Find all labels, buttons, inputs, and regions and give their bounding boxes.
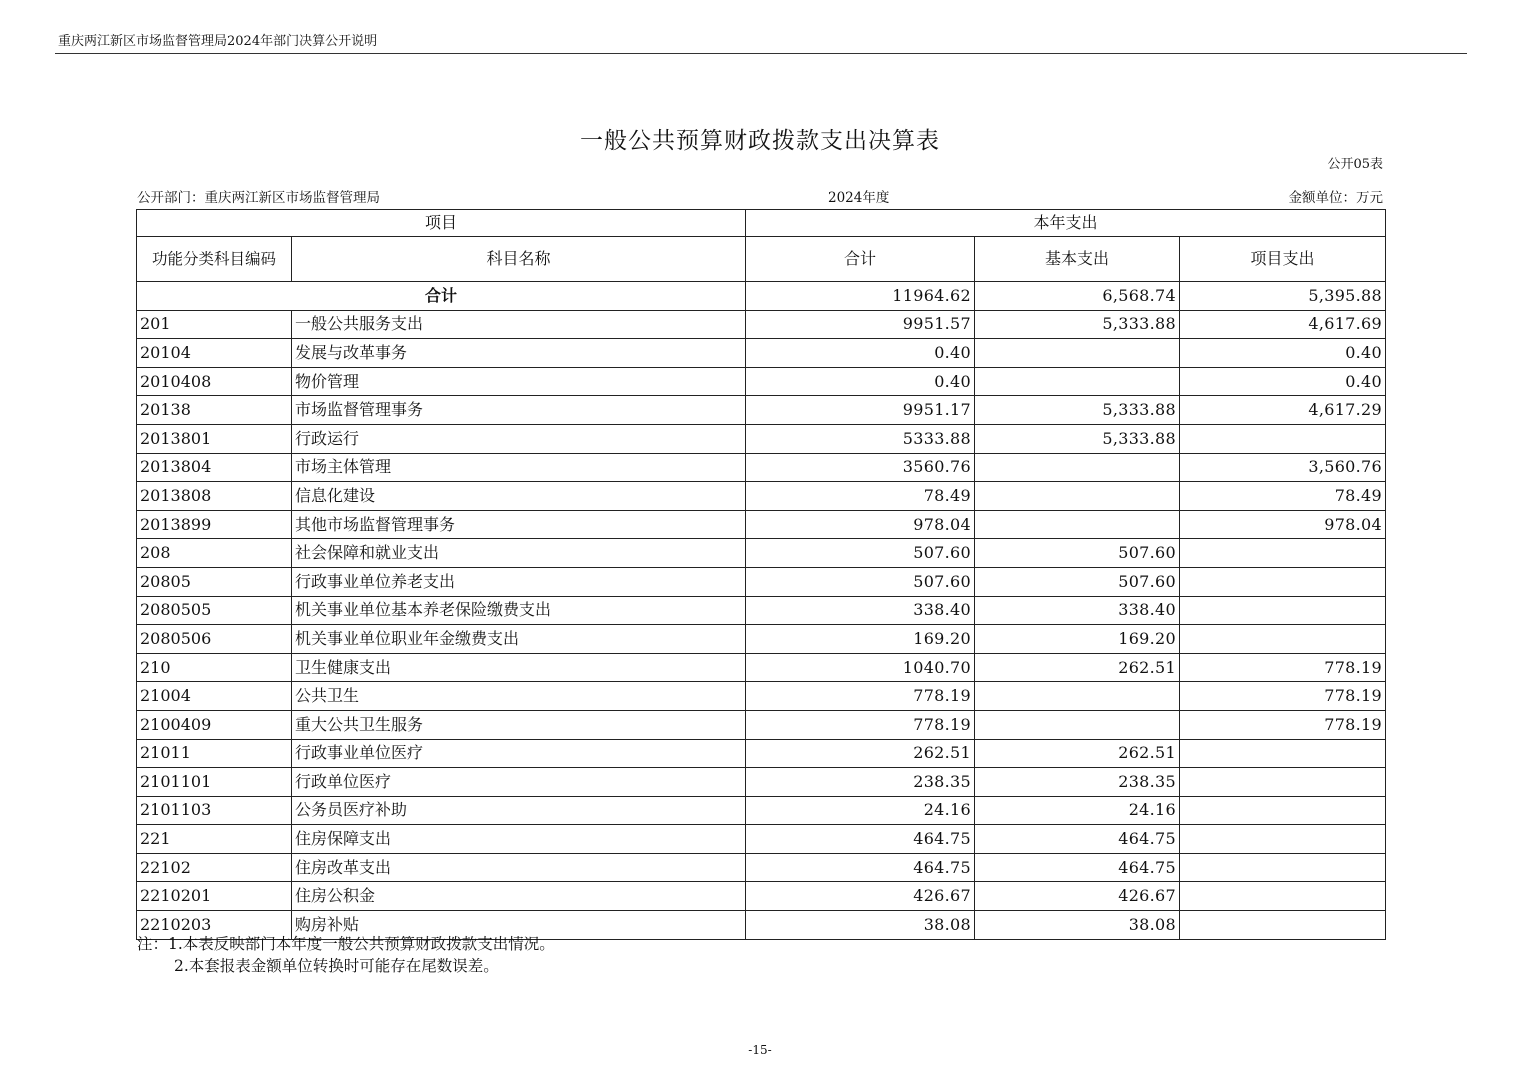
row-name: 公务员医疗补助 — [292, 796, 746, 825]
total-project: 5,395.88 — [1180, 282, 1386, 311]
row-project — [1180, 911, 1386, 940]
row-total: 24.16 — [746, 796, 975, 825]
table-row — [137, 825, 1386, 854]
row-project — [1180, 596, 1386, 625]
row-project: 778.19 — [1180, 710, 1386, 739]
row-project: 0.40 — [1180, 367, 1386, 396]
row-code: 2080505 — [137, 596, 292, 625]
row-name: 信息化建设 — [292, 482, 746, 511]
row-code: 2013801 — [137, 424, 292, 453]
row-total: 78.49 — [746, 482, 975, 511]
header-row-2 — [137, 237, 1386, 282]
row-name: 行政单位医疗 — [292, 768, 746, 797]
row-total: 426.67 — [746, 882, 975, 911]
row-name: 市场监督管理事务 — [292, 396, 746, 425]
header-code: 功能分类科目编码 — [137, 237, 292, 282]
row-basic: 262.51 — [975, 653, 1180, 682]
row-total: 0.40 — [746, 339, 975, 368]
row-project — [1180, 882, 1386, 911]
row-code: 2101101 — [137, 768, 292, 797]
row-name: 行政事业单位医疗 — [292, 739, 746, 768]
row-total: 1040.70 — [746, 653, 975, 682]
row-project — [1180, 539, 1386, 568]
row-basic: 5,333.88 — [975, 424, 1180, 453]
row-total: 262.51 — [746, 739, 975, 768]
expenditure-table — [136, 209, 1386, 940]
row-code: 2013804 — [137, 453, 292, 482]
table-row — [137, 596, 1386, 625]
table-row — [137, 339, 1386, 368]
row-basic: 464.75 — [975, 853, 1180, 882]
row-basic — [975, 482, 1180, 511]
table-row — [137, 768, 1386, 797]
row-code: 2100409 — [137, 710, 292, 739]
row-name: 卫生健康支出 — [292, 653, 746, 682]
amount-unit-label: 金额单位：万元 — [1288, 190, 1383, 206]
table-row — [137, 796, 1386, 825]
row-name: 购房补贴 — [292, 911, 746, 940]
row-project: 0.40 — [1180, 339, 1386, 368]
table-row — [137, 453, 1386, 482]
table-row — [137, 882, 1386, 911]
row-name: 其他市场监督管理事务 — [292, 510, 746, 539]
row-basic: 38.08 — [975, 911, 1180, 940]
department-label: 公开部门：重庆两江新区市场监督管理局 — [137, 190, 380, 206]
row-code: 210 — [137, 653, 292, 682]
row-name: 行政运行 — [292, 424, 746, 453]
row-total: 38.08 — [746, 911, 975, 940]
row-code: 2013808 — [137, 482, 292, 511]
row-basic: 238.35 — [975, 768, 1180, 797]
total-basic: 6,568.74 — [975, 282, 1180, 311]
table-row — [137, 510, 1386, 539]
table-row — [137, 567, 1386, 596]
row-project — [1180, 424, 1386, 453]
row-total: 778.19 — [746, 710, 975, 739]
header-current-year: 本年支出 — [746, 210, 1386, 237]
table-row — [137, 625, 1386, 654]
row-basic: 426.67 — [975, 882, 1180, 911]
header-project: 项目 — [137, 210, 746, 237]
row-basic: 169.20 — [975, 625, 1180, 654]
row-basic: 24.16 — [975, 796, 1180, 825]
row-basic: 507.60 — [975, 567, 1180, 596]
table-row — [137, 396, 1386, 425]
row-code: 20104 — [137, 339, 292, 368]
row-name: 发展与改革事务 — [292, 339, 746, 368]
header-project-expense: 项目支出 — [1180, 237, 1386, 282]
row-code: 22102 — [137, 853, 292, 882]
row-name: 机关事业单位基本养老保险缴费支出 — [292, 596, 746, 625]
row-total: 238.35 — [746, 768, 975, 797]
row-basic: 5,333.88 — [975, 396, 1180, 425]
row-total: 978.04 — [746, 510, 975, 539]
row-name: 物价管理 — [292, 367, 746, 396]
row-name: 重大公共卫生服务 — [292, 710, 746, 739]
row-total: 778.19 — [746, 682, 975, 711]
table-row — [137, 424, 1386, 453]
row-project — [1180, 768, 1386, 797]
row-code: 2101103 — [137, 796, 292, 825]
row-basic — [975, 682, 1180, 711]
row-total: 3560.76 — [746, 453, 975, 482]
row-code: 201 — [137, 310, 292, 339]
row-code: 2210201 — [137, 882, 292, 911]
row-total: 464.75 — [746, 853, 975, 882]
table-row — [137, 710, 1386, 739]
row-code: 20138 — [137, 396, 292, 425]
row-code: 221 — [137, 825, 292, 854]
row-total: 169.20 — [746, 625, 975, 654]
row-project — [1180, 825, 1386, 854]
row-total: 5333.88 — [746, 424, 975, 453]
row-basic: 338.40 — [975, 596, 1180, 625]
row-basic — [975, 453, 1180, 482]
table-row — [137, 539, 1386, 568]
row-project: 78.49 — [1180, 482, 1386, 511]
row-project: 778.19 — [1180, 653, 1386, 682]
row-code: 2010408 — [137, 367, 292, 396]
row-name: 机关事业单位职业年金缴费支出 — [292, 625, 746, 654]
row-project — [1180, 625, 1386, 654]
row-total: 507.60 — [746, 567, 975, 596]
table-number: 公开05表 — [1327, 157, 1383, 172]
row-basic — [975, 367, 1180, 396]
total-amount: 11964.62 — [746, 282, 975, 311]
row-project — [1180, 796, 1386, 825]
table-row — [137, 682, 1386, 711]
row-project — [1180, 567, 1386, 596]
table-row — [137, 310, 1386, 339]
row-basic: 5,333.88 — [975, 310, 1180, 339]
row-total: 9951.17 — [746, 396, 975, 425]
row-basic: 464.75 — [975, 825, 1180, 854]
row-total: 0.40 — [746, 367, 975, 396]
row-project: 4,617.29 — [1180, 396, 1386, 425]
row-basic — [975, 510, 1180, 539]
row-project — [1180, 853, 1386, 882]
table-row — [137, 853, 1386, 882]
note-2: 2.本套报表金额单位转换时可能存在尾数误差。 — [174, 957, 499, 975]
row-code: 21011 — [137, 739, 292, 768]
total-row — [137, 282, 1386, 311]
header-divider — [55, 53, 1467, 54]
row-name: 行政事业单位养老支出 — [292, 567, 746, 596]
row-code: 21004 — [137, 682, 292, 711]
total-label: 合计 — [137, 282, 746, 311]
table-title: 一般公共预算财政拨款支出决算表 — [580, 128, 940, 154]
table-row — [137, 482, 1386, 511]
row-total: 338.40 — [746, 596, 975, 625]
row-name: 公共卫生 — [292, 682, 746, 711]
row-name: 市场主体管理 — [292, 453, 746, 482]
row-basic — [975, 339, 1180, 368]
header-name: 科目名称 — [292, 237, 746, 282]
table-row — [137, 653, 1386, 682]
row-code: 20805 — [137, 567, 292, 596]
document-header: 重庆两江新区市场监督管理局2024年部门决算公开说明 — [58, 34, 378, 49]
row-basic: 507.60 — [975, 539, 1180, 568]
row-name: 住房保障支出 — [292, 825, 746, 854]
page-number: -15- — [748, 1043, 772, 1057]
row-project — [1180, 739, 1386, 768]
row-basic: 262.51 — [975, 739, 1180, 768]
row-project: 978.04 — [1180, 510, 1386, 539]
row-code: 2080506 — [137, 625, 292, 654]
row-project: 3,560.76 — [1180, 453, 1386, 482]
row-name: 住房改革支出 — [292, 853, 746, 882]
row-total: 464.75 — [746, 825, 975, 854]
header-total: 合计 — [746, 237, 975, 282]
row-total: 507.60 — [746, 539, 975, 568]
row-name: 社会保障和就业支出 — [292, 539, 746, 568]
notes — [137, 933, 555, 977]
fiscal-year-label: 2024年度 — [828, 190, 890, 206]
table-row — [137, 739, 1386, 768]
header-basic: 基本支出 — [975, 237, 1180, 282]
row-project: 4,617.69 — [1180, 310, 1386, 339]
row-name: 一般公共服务支出 — [292, 310, 746, 339]
row-code: 2013899 — [137, 510, 292, 539]
table-row — [137, 367, 1386, 396]
row-code: 2210203 — [137, 911, 292, 940]
row-total: 9951.57 — [746, 310, 975, 339]
row-name: 住房公积金 — [292, 882, 746, 911]
header-row-1 — [137, 210, 1386, 237]
row-basic — [975, 710, 1180, 739]
note-1: 注：1.本表反映部门本年度一般公共预算财政拨款支出情况。 — [137, 935, 555, 953]
row-project: 778.19 — [1180, 682, 1386, 711]
row-code: 208 — [137, 539, 292, 568]
